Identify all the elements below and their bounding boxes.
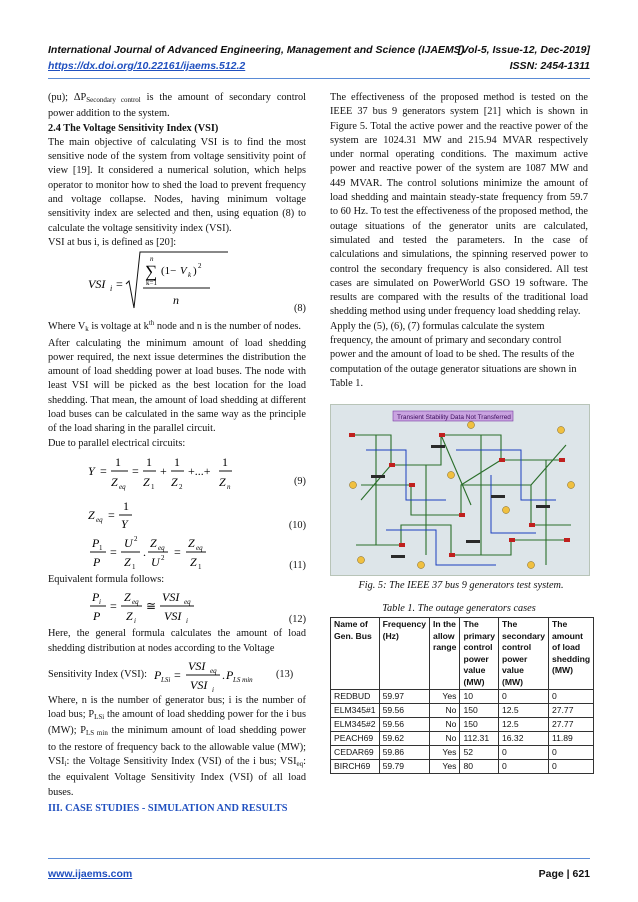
svg-text:1: 1 (174, 454, 180, 469)
doi-link[interactable]: https://dx.doi.org/10.22161/ijaems.512.2 (48, 60, 246, 72)
table-row (331, 690, 594, 704)
cell-name: ELM345#2 (331, 718, 380, 732)
equation-13 (48, 656, 306, 694)
svg-text:2: 2 (134, 534, 138, 543)
svg-text:VSI: VSI (88, 277, 106, 292)
svg-text:Z: Z (143, 474, 150, 489)
table-row (331, 732, 594, 746)
ieee-37-bus-diagram (330, 404, 590, 576)
header-rule (48, 78, 590, 79)
svg-text:VSI: VSI (164, 609, 182, 624)
cell-allow: No (430, 704, 460, 718)
svg-text:+...+: +...+ (188, 463, 211, 478)
svg-text:i: i (186, 617, 188, 626)
cell-frequency: 59.79 (379, 760, 429, 774)
cell-allow: Yes (430, 690, 460, 704)
para-distribution: After calculating the minimum amount of load shedding power required, the next issue determines the distribution the amount of load shedding power at load buses. The node with least VSI will be picked as the best location for the load shedding. That mean, the amount of load shedding at different load buses can be calculated in the same way as the principle of the load sharing in the parallel circuit. (48, 337, 306, 435)
figure-caption: Fig. 5: The IEEE 37 bus 9 generators test system. (358, 580, 564, 591)
svg-text:U: U (124, 535, 133, 550)
svg-text:.: . (143, 544, 146, 559)
cell-allow: Yes (430, 760, 460, 774)
svg-text:P: P (93, 609, 101, 624)
svg-text:1: 1 (222, 454, 228, 469)
eq-number-12: (12) (288, 613, 306, 625)
cell-secondary: 12.5 (498, 718, 548, 732)
power-ratio-formula (88, 533, 258, 571)
table-row (331, 718, 594, 732)
svg-text:∑: ∑ (145, 262, 158, 282)
svg-text:VSI: VSI (188, 658, 206, 673)
svg-text:eq: eq (158, 543, 165, 552)
cell-primary: 52 (460, 746, 499, 760)
issn: ISSN: 2454-1311 (509, 60, 590, 72)
svg-text:Z: Z (190, 554, 197, 569)
svg-text:1: 1 (198, 562, 202, 571)
svg-text:Z: Z (171, 474, 178, 489)
svg-text:Z: Z (88, 507, 95, 522)
col-header-primary: The primary control power value (MW) (460, 618, 499, 690)
volume-info: [Vol-5, Issue-12, Dec-2019] (457, 44, 590, 56)
eq-number-8: (8) (293, 302, 306, 314)
cell-secondary: 12.5 (498, 704, 548, 718)
svg-text:=: = (132, 463, 139, 478)
cell-allow: Yes (430, 746, 460, 760)
oneline-diagram (331, 405, 589, 575)
eq-number-11: (11) (289, 559, 306, 571)
table-row (331, 746, 594, 760)
svg-text:Z: Z (188, 535, 195, 550)
svg-text:=: = (108, 507, 115, 522)
cell-frequency: 59.56 (379, 718, 429, 732)
para-general-formula: Here, the general formula calculates the amount of load shedding distribution at nodes according to the Voltage (48, 628, 306, 654)
svg-text:i: i (99, 598, 101, 607)
svg-text:1: 1 (146, 454, 152, 469)
equation-10 (48, 497, 306, 533)
cell-frequency: 59.86 (379, 746, 429, 760)
svg-text:U: U (151, 554, 160, 569)
page-number: Page | 621 (538, 868, 590, 880)
col-header-name: Name of Gen. Bus (331, 618, 380, 690)
svg-text:1: 1 (151, 482, 155, 491)
svg-text:=: = (100, 463, 107, 478)
cell-primary: 150 (460, 718, 499, 732)
para-where-vk: Where $V_k$ is voltage at $k^{th}$ node and n is the number of nodes. (48, 319, 301, 334)
fig-banner: Transient Stability Data Not Transferred (397, 414, 511, 421)
svg-text:eq: eq (210, 666, 217, 675)
svg-text:=: = (174, 544, 181, 559)
eq-number-13: (13) (276, 668, 294, 680)
cell-load-shedding: 27.77 (548, 718, 593, 732)
svg-text:): ) (193, 265, 197, 278)
svg-text:Z: Z (124, 554, 131, 569)
cell-frequency: 59.97 (379, 690, 429, 704)
para-secondary-power: (pu); $\Delta P_{Secondary control}$ is the amount of secondary control power addition to the system. (48, 92, 307, 120)
col-header-secondary: The secondary control power value (MW) (498, 618, 548, 690)
svg-text:Z: Z (150, 535, 157, 550)
para-vsi-definition: VSI at bus i, is defined as [20]: (48, 236, 177, 248)
cell-name: BIRCH69 (331, 760, 380, 774)
svg-text:eq: eq (196, 543, 203, 552)
cell-name: CEDAR69 (331, 746, 380, 760)
svg-text:=: = (110, 544, 117, 559)
para-vsi-objective: The main objective of calculating VSI is to find the most sensitive node of the system from voltage sensitivity point of view [19]. It considered a numerical solution, which helps operator to monitor how to shed the load to prevent frequency and voltage collapse. Nodes, having minimum voltage sensitivity index are selected and then, using equation (8) to calculate the voltage sensitivity index (VSI). (48, 136, 306, 234)
cell-name: ELM345#1 (331, 704, 380, 718)
journal-url-link[interactable]: www.ijaems.com (48, 868, 133, 880)
cell-load-shedding: 27.77 (548, 704, 593, 718)
cell-secondary: 16.32 (498, 732, 548, 746)
svg-text:=: = (110, 599, 117, 614)
col-header-load-shedding: The amount of load shedding (MW) (548, 618, 593, 690)
para-apply-formulas: Apply the (5), (6), (7) formulas calculate the system frequency, the amount of primary and secondary control power and the amount of load to be shed. The results of the computation of the outage generator situations are shown in Table 1. (330, 320, 577, 389)
svg-text:Z: Z (219, 474, 226, 489)
svg-text:i: i (134, 617, 136, 626)
cell-primary: 80 (460, 760, 499, 774)
section-heading-case-studies: III. CASE STUDIES - SIMULATION AND RESULTS (48, 802, 288, 814)
cell-load-shedding: 0 (548, 746, 593, 760)
cell-load-shedding: 11.89 (548, 732, 593, 746)
svg-text:LS min: LS min (233, 675, 253, 684)
svg-text:P: P (226, 667, 234, 682)
svg-text:i: i (212, 685, 214, 692)
col-header-allow-range: In the allow range (430, 618, 460, 690)
svg-text:P: P (154, 667, 162, 682)
cell-frequency: 59.56 (379, 704, 429, 718)
table-row (331, 760, 594, 774)
svg-text:2: 2 (161, 553, 165, 562)
svg-text:i: i (110, 284, 113, 294)
vsi-ratio-formula (88, 587, 238, 625)
svg-text:VSI: VSI (162, 590, 180, 605)
load-shedding-formula (154, 656, 264, 692)
svg-text:Z: Z (111, 474, 118, 489)
col-header-frequency: Frequency (Hz) (379, 618, 429, 690)
svg-text:k: k (188, 271, 192, 280)
svg-text:1: 1 (132, 562, 136, 571)
svg-text:Y: Y (121, 516, 128, 531)
outage-generators-table (330, 617, 594, 774)
equation-11 (48, 533, 306, 573)
cell-primary: 150 (460, 704, 499, 718)
svg-text:2: 2 (198, 262, 202, 271)
svg-text:eq: eq (119, 482, 126, 491)
eq-number-10: (10) (288, 519, 306, 531)
svg-text:eq: eq (184, 598, 191, 607)
cell-secondary: 0 (498, 690, 548, 704)
journal-title: International Journal of Advanced Engineering, Management and Science (IJAEMS) (48, 44, 465, 56)
vsi-formula (88, 250, 238, 314)
equation-8 (48, 250, 306, 316)
svg-text:2: 2 (179, 482, 183, 491)
svg-text:n: n (227, 482, 231, 491)
svg-text:1: 1 (115, 454, 121, 469)
table-header-row (331, 618, 594, 690)
svg-text:=: = (116, 277, 123, 292)
vsi-label: Sensitivity Index (VSI): (48, 668, 147, 680)
para-parallel: Due to parallel electrical circuits: (48, 437, 186, 449)
cell-allow: No (430, 732, 460, 746)
cell-primary: 112.31 (460, 732, 499, 746)
svg-text:V: V (180, 265, 187, 278)
left-column (48, 91, 306, 816)
section-heading-vsi: 2.4 The Voltage Sensitivity Index (VSI) (48, 122, 219, 134)
cell-load-shedding: 0 (548, 760, 593, 774)
svg-text:P: P (93, 554, 101, 569)
svg-text:n: n (150, 255, 154, 264)
svg-text:≅: ≅ (146, 599, 157, 614)
svg-text:Z: Z (124, 590, 131, 605)
cell-name: REDBUD (331, 690, 380, 704)
svg-text:eq: eq (96, 515, 103, 524)
svg-text:=: = (174, 667, 181, 682)
impedance-formula (88, 497, 188, 531)
eq-number-9: (9) (293, 475, 306, 487)
cell-primary: 10 (460, 690, 499, 704)
para-equivalent: Equivalent formula follows: (48, 573, 165, 585)
footer-rule (48, 858, 590, 859)
cell-name: PEACH69 (331, 732, 380, 746)
svg-text:Z: Z (126, 609, 133, 624)
svg-text:1: 1 (123, 498, 129, 513)
svg-text:eq: eq (132, 598, 139, 607)
cell-secondary: 0 (498, 746, 548, 760)
para-where-definitions: Where, n is the number of generator bus; i is the number of load bus; $P_{LSi}$ the amount of load shedding power for the i bus (MW); $P_{LS min}$ the minimum amount of load shedding power to the restore of frequency back to the allowable value (MW); $VSI_i$: the Voltage Sensitivity Index (VSI) of the i bus; $VSI_{eq}$: the equivalent Voltage Sensitivity Index (VSI) of all load buses. (48, 694, 306, 798)
svg-text:P: P (92, 590, 100, 605)
svg-text:(1−: (1− (161, 265, 177, 278)
equation-12 (48, 587, 306, 627)
svg-text:k=1: k=1 (146, 279, 157, 288)
cell-allow: No (430, 718, 460, 732)
svg-text:.: . (222, 667, 225, 682)
svg-text:n: n (173, 293, 179, 308)
right-column (330, 91, 588, 391)
svg-text:1: 1 (99, 543, 103, 552)
svg-text:Y: Y (88, 463, 95, 478)
table-caption: Table 1. The outage generators cases (382, 603, 536, 614)
svg-text:+: + (160, 463, 167, 478)
para-effectiveness: The effectiveness of the proposed method is tested on the IEEE 37 bus 9 generators system [21] which is shown in Figure 5. Total the active power and the reactive power of the system are 1024.31 MW and 215.94 MVAR respectively under normal operating conditions. The maximum active power and reactive power of the system are 1087 MW and 449 MVAR. The control solutions minimize the amount of load shedding and maintain steady-state frequency from 59.7 to 60 Hz. To test the effectiveness of the proposed method, the outage situations of the generator units are calculated, simulated and tested the parameters. In the case of calculations and simulations, the spinning reserved power to control the secondary frequency is also considered. All test cases are simulated on PowerWorld GSO 19 software. The results are compared with the results of the traditional load shedding method using under frequency load shedding relay. (330, 92, 588, 318)
cell-secondary: 0 (498, 760, 548, 774)
svg-text:LSi: LSi (161, 675, 171, 684)
equation-9 (48, 451, 306, 497)
svg-text:P: P (92, 535, 100, 550)
admittance-formula (88, 451, 268, 495)
svg-text:VSI: VSI (190, 677, 208, 692)
cell-frequency: 59.62 (379, 732, 429, 746)
cell-load-shedding: 0 (548, 690, 593, 704)
table-row (331, 704, 594, 718)
